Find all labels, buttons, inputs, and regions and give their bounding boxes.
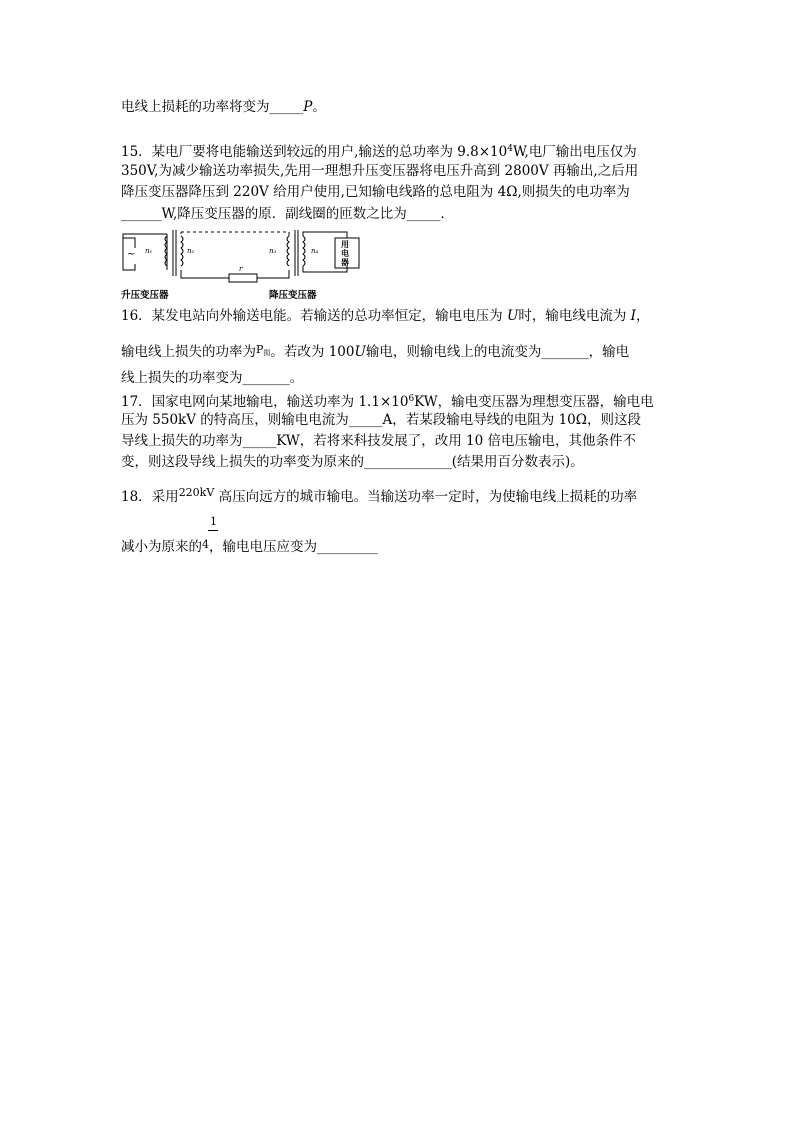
load-char-1: 用 — [341, 239, 349, 249]
label-r: r — [239, 265, 243, 273]
step-up-label: 升压变压器 — [121, 290, 169, 301]
coil-n3 — [287, 236, 289, 266]
q15-line-1: 15．某电厂要将电能输送到较远的用户,输送的总功率为 $9.8\times 10^4W$,电厂输出电压仅为 — [121, 144, 637, 160]
q16-line-2: 输电线上损失的功率为$^P$损。若改为 100U输电，则输电线上的电流变为_______，输电 — [121, 343, 630, 360]
q14-tail-line: 电线上损耗的功率将变为_____P。 — [121, 99, 326, 115]
load-char-3: 器 — [341, 257, 349, 267]
transformer-circuit-diagram — [121, 226, 361, 304]
q18-line-1: 18．采用$^{220kV}$ 高压向远方的城市输电。当输送功率一定时，为使输电线上损耗的功率 — [121, 486, 638, 505]
q17-line-1: 17．国家电网向某地输电，输送功率为 $1.1\times 10^6KW$，输电变压器为理想变压器，输电电 — [121, 394, 654, 410]
q15-line-4: ______W,降压变压器的原．副线圈的匝数之比为_____． — [121, 206, 455, 222]
ac-source-symbol: ~ — [127, 249, 136, 260]
source-wire-top — [123, 238, 135, 248]
q18-line-2: 减小为原来的$^4$，输电电压应变为_________ — [121, 538, 378, 555]
load-char-2: 电 — [341, 248, 349, 258]
fraction-numerator: 1 — [210, 515, 217, 528]
q17-line-4: 变，则这段导线上损失的功率变为原来的_____________(结果用百分数表示)。 — [121, 454, 584, 470]
fraction-bar — [208, 530, 218, 531]
label-n1: n₁ — [145, 247, 153, 255]
label-n4: n₄ — [311, 247, 319, 255]
q15-line-3: 降压变压器降压到 220V 给用户使用,已知输电线路的总电阻为 4Ω,则损失的电功率为 — [121, 184, 630, 200]
label-n2: n₂ — [187, 247, 195, 255]
resistor-r — [229, 274, 257, 282]
coil-n4 — [303, 236, 305, 266]
q16-line-3: 线上损失的功率变为_______。 — [121, 370, 304, 386]
q16-line-1: 16．某发电站向外输送电能。若输送的总功率恒定，输电电压为 U时，输电线电流为 I， — [121, 308, 650, 324]
q17-line-3: 导线上损失的功率为_____KW，若将来科技发展了，改用 10 倍电压输电，其他条件不 — [121, 433, 636, 449]
coil-n2 — [181, 236, 183, 266]
q17-line-2: 压为 550kV 的特高压，则输电电流为_____A，若某段输电导线的电阻为 10Ω，则这段 — [121, 412, 641, 428]
label-n3: n₃ — [269, 247, 277, 255]
step-down-label: 降压变压器 — [269, 290, 317, 301]
q15-line-2: 350V,为减少输送功率损失,先用一理想升压变压器将电压升高到 2800V 再输出,之后用 — [121, 163, 639, 179]
